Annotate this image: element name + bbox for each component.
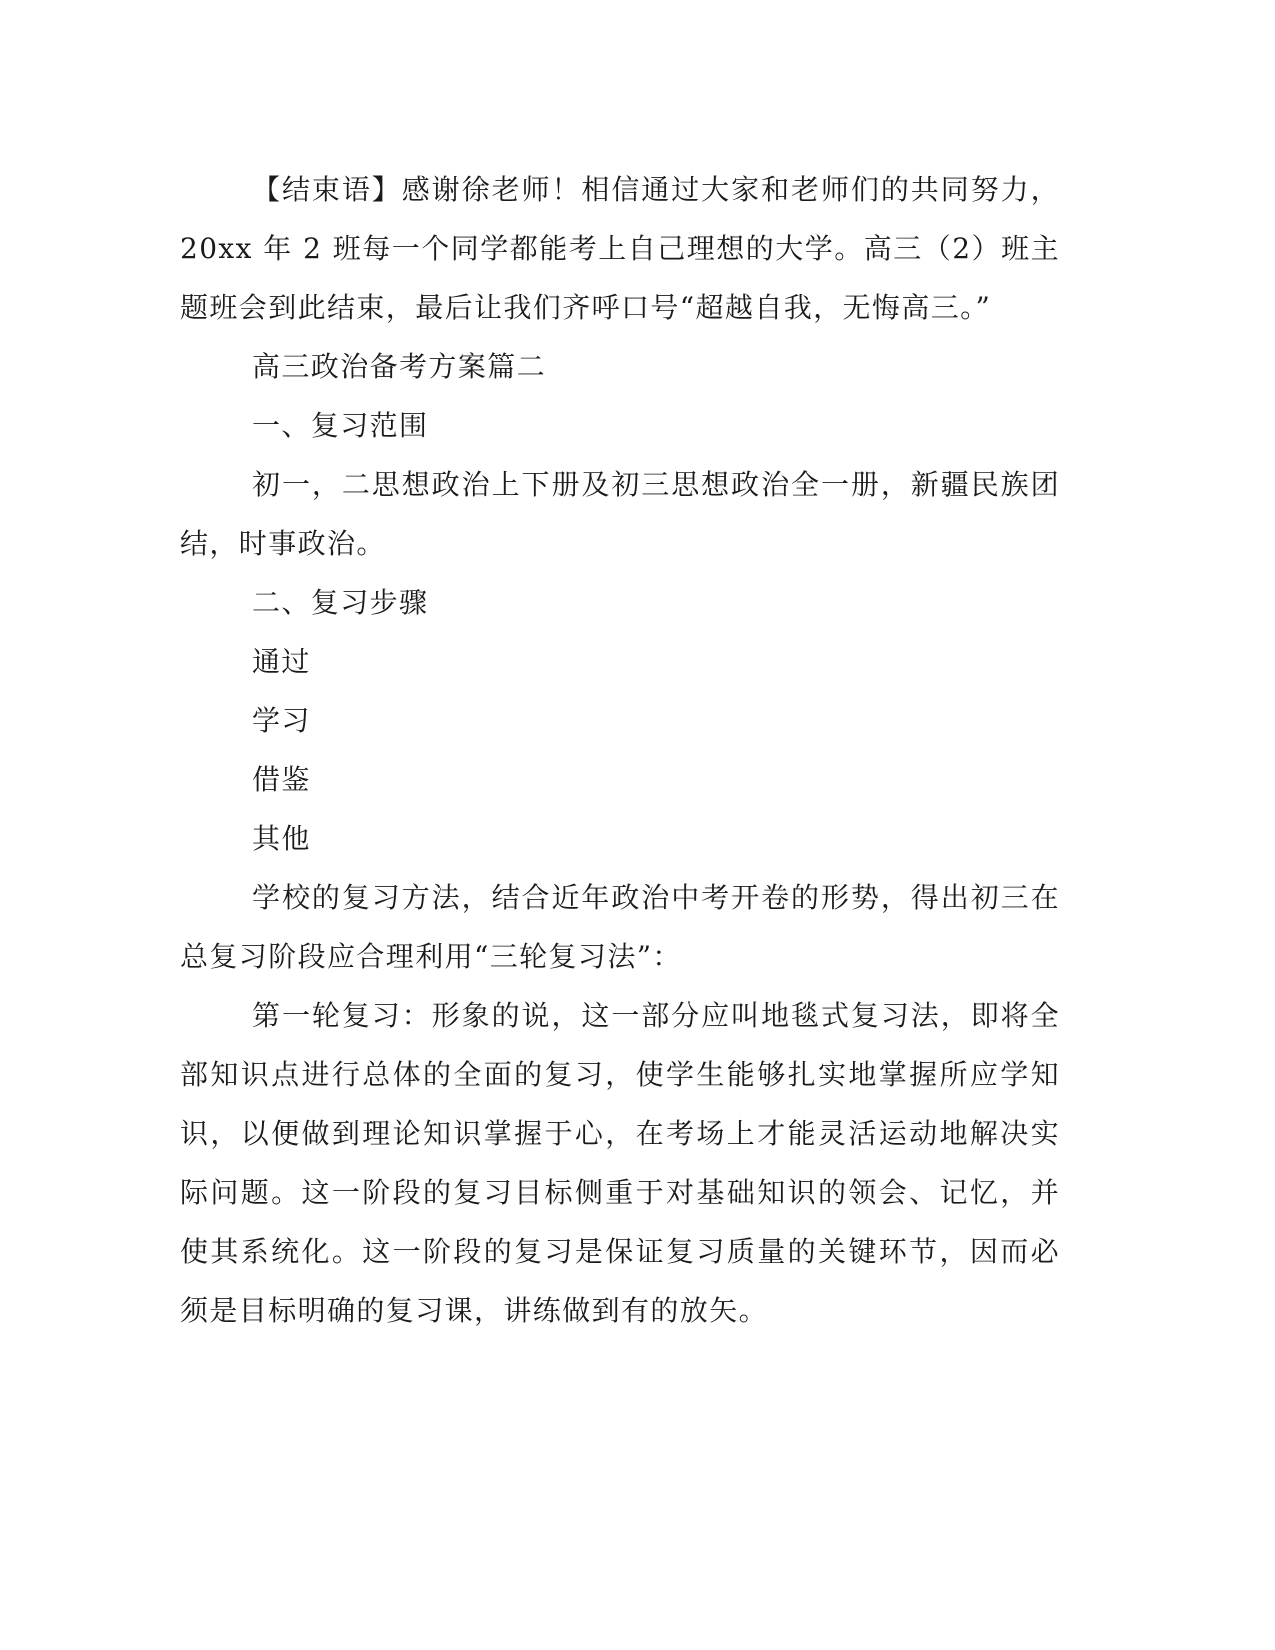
step-word-3: 借鉴 (252, 763, 311, 796)
document-body (180, 160, 1060, 1340)
three-round-method-paragraph: 学校的复习方法，结合近年政治中考开卷的形势，得出初三在总复习阶段应合理利用“三轮复习法”： (180, 881, 1060, 973)
heading-review-steps: 二、复习步骤 (252, 586, 429, 619)
step-word-2: 学习 (252, 704, 311, 737)
heading-review-scope: 一、复习范围 (252, 409, 429, 442)
closing-remarks-paragraph: 【结束语】感谢徐老师！相信通过大家和老师们的共同努力，20xx 年 2 班每一个同学都能考上自己理想的大学。高三（2）班主题班会到此结束，最后让我们齐呼口号“超越自我，无悔高三。” (180, 173, 1060, 324)
step-word-4: 其他 (252, 822, 311, 855)
review-scope-paragraph: 初一，二思想政治上下册及初三思想政治全一册，新疆民族团结，时事政治。 (180, 468, 1060, 560)
section-title: 高三政治备考方案篇二 (252, 350, 547, 383)
first-round-paragraph: 第一轮复习：形象的说，这一部分应叫地毯式复习法，即将全部知识点进行总体的全面的复习，使学生能够扎实地掌握所应学知识，以便做到理论知识掌握于心，在考场上才能灵活运动地解决实际问题。这一阶段的复习目标侧重于对基础知识的领会、记忆，并使其系统化。这一阶段的复习是保证复习质量的关键环节，因而必须是目标明确的复习课，讲练做到有的放矢。 (180, 999, 1060, 1327)
step-word-1: 通过 (252, 645, 311, 678)
